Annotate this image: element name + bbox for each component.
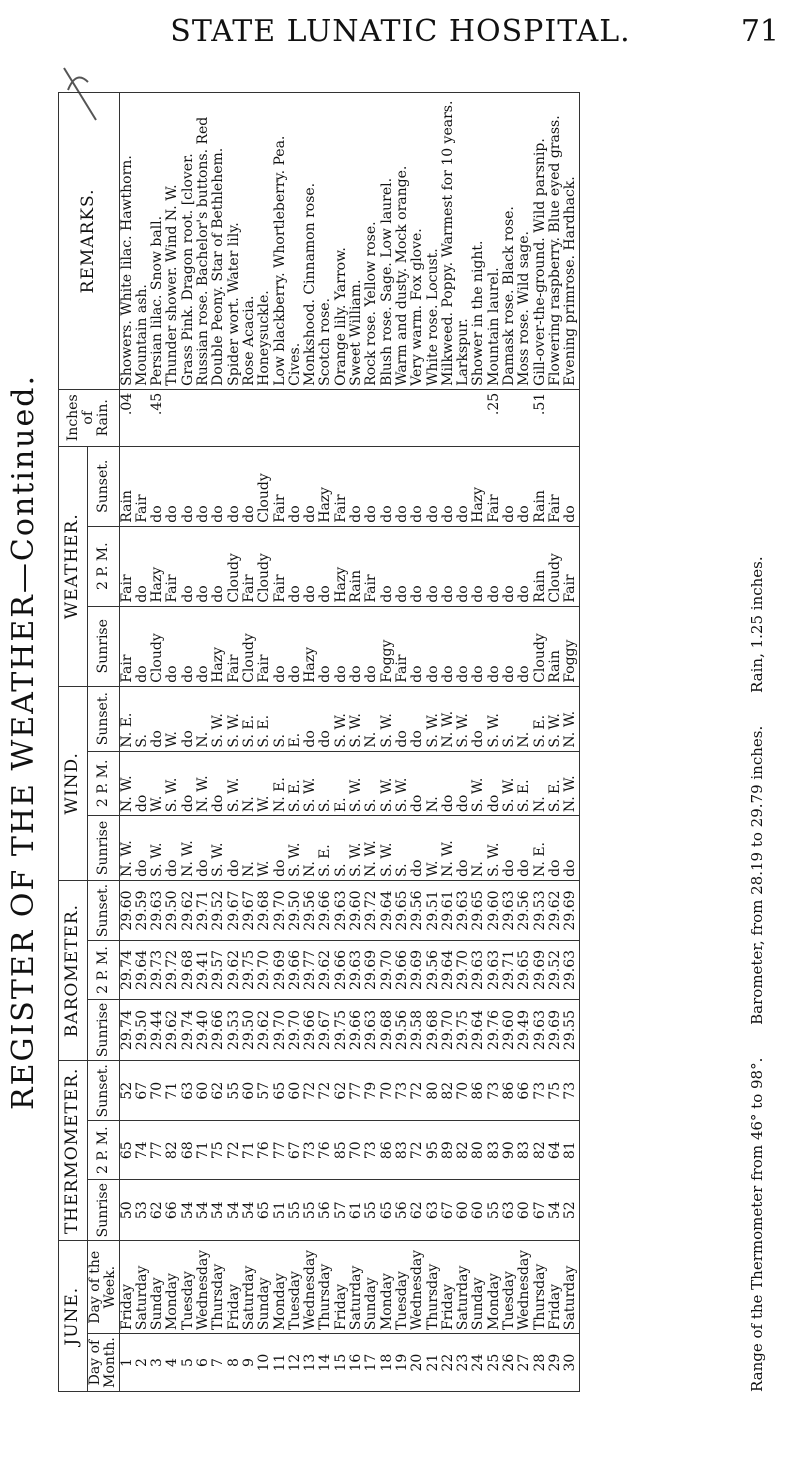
baro-2pm-header: 2 P. M. [88,941,120,1000]
page-number: 71 [740,14,779,49]
month-header: JUNE. [59,1241,88,1392]
remarks-column [119,93,579,390]
wind-sunset-values: N. E. S. do W. do N. S. W. S. W. S. E. S. E. S. E. do do S. W. S. W. N. S. W. do do S. W. N. W. S. W. do S. W. S. N. S. E. S. W. N. W. [118,710,579,748]
day-of-month-header: Day of Month. [88,1334,120,1392]
weather-header: WEATHER. [59,446,88,686]
wind-sunrise-header: Sunrise [88,816,120,881]
day-of-month-values: 1 2 3 4 5 6 7 8 9 10 11 12 13 14 15 16 17 18 19 20 21 22 23 24 25 26 27 28 29 30 [118,1353,579,1372]
therm-sunset-values: 52 67 70 71 63 60 62 55 60 57 65 60 72 72 62 77 79 70 73 72 80 82 70 86 73 86 66 73 75 73 [118,1081,579,1100]
thermometer-header: THERMOMETER. [59,1061,88,1241]
therm-sunrise-header: Sunrise [88,1180,120,1241]
range-footnote [748,528,766,1392]
thermometer-range-note: Range of the Thermometer from 46° to 98°. [748,1057,766,1392]
rain-header: Inches of Rain. [59,389,120,446]
therm-sunset-header: Sunset. [88,1061,120,1121]
baro-sunset-column [119,880,579,940]
weather-2pm-values: Fair do Hazy Fair do do do Cloudy Fair Cloudy Fair do do do Hazy Rain Fair do do do do do do do do do do Rain Cloudy Fair [118,553,579,603]
wind-sunrise-column [119,816,579,881]
weather-sunset-column [119,446,579,526]
therm-2pm-values: 65 74 77 82 68 71 75 72 71 76 77 67 73 76 85 70 73 86 83 72 95 89 82 80 83 90 83 82 64 81 [118,1141,579,1160]
weather-register-table [6,92,758,1392]
wind-sunrise-values: N. W. do S. W. do N. W. do S. W. do N. W. do S. W. N. S. E. S. S. W. N. W. S. W. S. do W. N. W. do N. S. W. do do N. E. do do [118,840,579,877]
day-of-week-header: Day of the Week. [88,1241,120,1334]
barometer-header: BAROMETER. [59,880,88,1060]
day-of-month-column [119,1334,579,1392]
baro-2pm-values: 29.74 29.64 29.73 29.72 29.68 29.41 29.57 29.62 29.75 29.70 29.69 29.66 29.77 29.62 29.66 29.63 29.69 29.70 29.66 29.69 29.56 29.64 29.70 29.63 29.63 29.71 29.65 29.69 29.52 29.63 [118,949,579,991]
baro-sunset-values: 29.60 29.59 29.63 29.50 29.62 29.71 29.52 29.67 29.67 29.68 29.70 29.50 29.56 29.66 29.63 29.60 29.72 29.64 29.65 29.56 29.51 29.61 29.63 29.65 29.60 29.63 29.56 29.53 29.62 29.69 [118,890,579,931]
baro-sunrise-header: Sunrise [88,999,120,1060]
rain-total-note: Rain, 1.25 inches. [748,556,766,693]
therm-2pm-column [119,1121,579,1180]
running-head [0,14,801,54]
therm-sunrise-column [119,1180,579,1241]
weather-sunrise-column [119,606,579,686]
therm-sunrise-values: 50 53 62 66 54 54 54 54 54 65 51 55 55 56 57 61 55 65 56 62 63 67 60 60 55 63 60 67 54 52 [118,1201,579,1220]
weather-sunset-header: Sunset. [88,446,120,526]
baro-sunrise-column [119,999,579,1060]
barometer-range-note: Barometer, from 28.19 to 29.79 inches. [748,725,766,1025]
remarks-values: Showers. White lilac. Hawthorn. Mountain ash. Persian lilac. Snow ball. Thunder shower. Wind N. W. Grass Pink. Dragon root. [clover. Russian rose. Bachelor's buttons. Red Double Peony. Star of Bethlehem. Spider wort. Water lily. Rose Acacia. Honeysuckle. Low blackberry. Whortleberry. Pea. Cives. Monkshood. Cinnamon rose. Scotch rose. Orange lily. Yarrow. Sweet William. Rock rose. Yellow rose. Blush rose. Sage. Low laurel. Warm and dusty. Mock orange. Very warm. Fox glove. White rose. Locust. Milkweed. Poppy. Warmest for 10 years. Larkspur. Shower in the night. Mountain laurel. Damask rose. Black rose. Moss rose. Wild sage. Gill-over-the-ground. Wild parsnip. Flowering raspberry. Blue eyed grass. Evening primrose. Hardhack. [118,100,579,386]
wind-2pm-header: 2 P. M. [88,751,120,816]
wind-2pm-column [119,751,579,816]
baro-sunrise-values: 29.74 29.50 29.44 29.62 29.74 29.40 29.66 29.53 29.50 29.62 29.70 29.70 29.66 29.67 29.75 29.66 29.63 29.68 29.56 29.58 29.68 29.70 29.75 29.64 29.76 29.60 29.49 29.63 29.69 29.55 [118,1009,579,1051]
wind-sunset-column [119,686,579,751]
wind-header: WIND. [59,686,88,880]
group-header-row [59,93,88,1392]
rain-values: .04 .45 .25 .51 [118,392,548,416]
baro-2pm-column [119,941,579,1000]
weather-sunset-values: Rain Fair do do do do do do do Cloudy Fair do do Hazy Fair do do do do do do do do Hazy Fair do do Rain Fair do [118,473,579,523]
data-row [119,93,579,1392]
rain-column [119,389,579,446]
wind-sunset-header: Sunset. [88,686,120,751]
register-title: REGISTER OF THE WEATHER—Continued. [6,374,41,1110]
weather-2pm-header: 2 P. M. [88,526,120,606]
weather-sunrise-header: Sunrise [88,606,120,686]
register-grid [58,92,580,1392]
day-of-week-values: Friday Saturday Sunday Monday Tuesday Wednesday Thursday Friday Saturday Sunday Monday Tuesday Wednesday Thursday Friday Saturday Sunday Monday Tuesday Wednesday Thursday Friday Saturday Sunday Monday Tuesday Wednesday Thursday Friday Saturday [118,1249,579,1331]
weather-sunrise-values: Fair do Cloudy do do do Hazy Fair Cloudy Fair do do Hazy do do do do Foggy Fair do do do do do do do do Cloudy Rain Foggy [118,633,579,683]
remarks-header: REMARKS. [59,93,120,390]
day-of-week-column [119,1241,579,1334]
baro-sunset-header: Sunset. [88,880,120,940]
running-title: STATE LUNATIC HOSPITAL. [170,14,631,49]
weather-2pm-column [119,526,579,606]
therm-sunset-column [119,1061,579,1121]
therm-2pm-header: 2 P. M. [88,1121,120,1180]
wind-2pm-values: N. W. do W. S. W. do N. W. do S. W. N. W. N. E. S. E. S. W. S. E. S. W. S. S. W. S. W. do N. do do S. W. do S. W. S. E. N. S. E. N. W. [118,775,579,813]
